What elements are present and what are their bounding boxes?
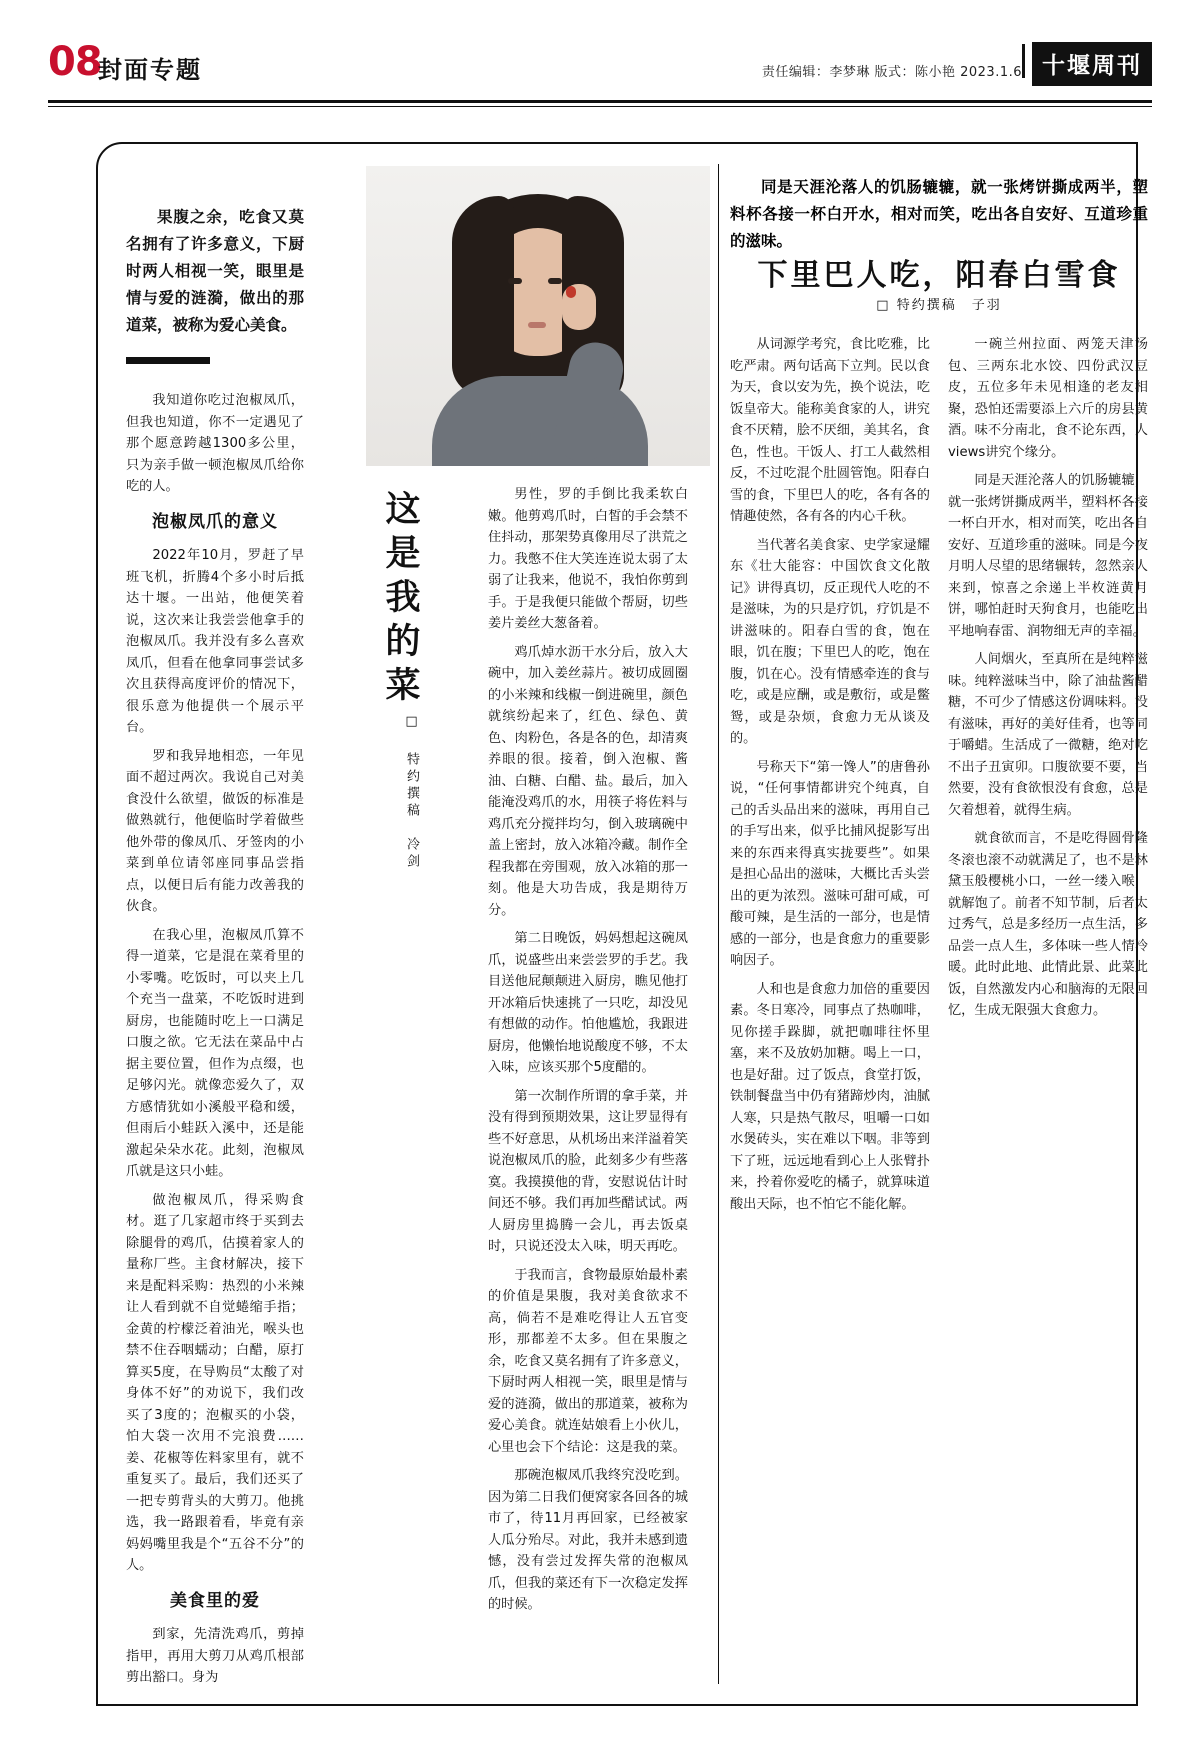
left-lead-text: 果腹之余，吃食又莫名拥有了许多意义，下厨时两人相视一笑，眼里是情与爱的涟漪，做出的那道菜，被称为爱心美食。 [126,208,304,334]
brand-logo: 十堰周刊 [1032,42,1152,86]
masthead-right [762,36,1152,86]
column-divider [718,164,719,1684]
paragraph: 当代著名美食家、史学家逯耀东《壮大能容：中国饮食文化散记》讲得真切，反正现代人吃的不是滋味，为的只是疗饥，疗饥是不讲滋味的。阳春白雪的食，饱在眼，饥在腹；下里巴人的吃，饱在腹，饥在心。没有情感牵连的食与吃，或是应酬，或是敷衍，或是鳖鸳，或是杂烦，食愈力无从谈及的。 [730,537,930,746]
right-lead [730,174,1148,255]
paragraph: 同是天涯沦落人的饥肠辘辘，就一张烤饼撕成两半，塑料杯各接一杯白开水，相对而笑，吃出各自安好、互道珍重的滋味。同是今夜月明人尽望的思绪辗转，忽然亲人来到，惊喜之余递上半枚涟黄月饼，哪怕赶时天狗食月，也能吃出平地响春雷、润物细无声的幸福。 [948,473,1148,639]
right-body-d [730,334,930,1215]
right-article-title: 下里巴人吃，阳春白雪食 [757,258,1121,293]
right-lead-text: 同是天涯沦落人的饥肠辘辘，就一张烤饼撕成两半，塑料杯各接一杯白开水，相对而笑，吃出各自安好、互道珍重的滋味。 [730,178,1148,250]
right-body-e [948,334,1148,1022]
paragraph: 那碗泡椒凤爪我终究没吃到。因为第二日我们便窝家各回各的城市了，待11月再回家，已经被家人瓜分殆尽。对此，我并未感到遗憾，没有尝过发挥失常的泡椒凤爪，但我的菜还有下一次稳定发挥的时候。 [488,1468,688,1612]
header-rule [48,100,1152,103]
left-body-a [126,390,304,1689]
paragraph: 2022年10月，罗赶了早班飞机，折腾4个多小时后抵达十堰。一出站，他便笑着说，这次来让我尝尝他拿手的泡椒凤爪。我并没有多么喜欢凤爪，但看在他拿同事尝试多次且获得高度评价的情况下，很乐意为他提供一个展示平台。 [126,548,304,735]
subheading-2: 美食里的爱 [170,1590,260,1611]
paragraph: 人间烟火，至真所在是纯粹滋味。纯粹滋味当中，除了油盐酱醋糖，不可少了情感这份调味料。没有滋味，再好的美好佳肴，也等同于嚼蜡。生活成了一微糖，绝对吃不出子丑寅卯。口腹欲要不要，当然要，没有食欲恨没有食愈，总是欠着想着，就得生病。 [948,652,1148,818]
header-rule-thin [48,106,1152,107]
left-lead [126,204,304,339]
left-column-a [126,204,304,1696]
masthead [48,36,1152,100]
paragraph: 男性，罗的手倒比我柔软白嫩。他剪鸡爪时，白皙的手会禁不住抖动，那架势真像用尽了洪荒之力。我憋不住大笑连连说太弱了太弱了让我来，他说不，我怕你剪到手。于是我便只能做个帮厨，切些姜片姜丝大葱备着。 [488,487,688,631]
paragraph: 人和也是食愈力加倍的重要因素。冬日寒冷，同事点了热咖啡，见你搓手跺脚，就把咖啡往怀里塞，来不及放奶加糖。喝上一口，也是好甜。过了饭点，食堂打饭，铁制餐盘当中仍有猪蹄炒肉，油腻人寒，只是热气散尽，咀嚼一口如水煲砖头，实在难以下咽。非等到下了班，远远地看到心上人张臂扑来，拎着你爱吃的橘子，就算味道酸出天际，也不怕它不能化解。 [730,981,930,1212]
left-body-c [488,484,688,1616]
paragraph: 号称天下“第一馋人”的唐鲁孙说，“任何事情都讲究个纯真，自己的舌头品出来的滋味，再用自己的手写出来，似乎比捕风捉影写出来的东西来得真实拢要些”。如果是担心品出的滋味，大概比舌头尝出的更为浓烈。滋味可甜可咸，可酸可辣，是生活的一部分，也是情感的一部分，也是食愈力的重要影响因子。 [730,759,930,968]
paragraph: 做泡椒凤爪，得采购食材。逛了几家超市终于买到去除腿骨的鸡爪，估摸着家人的量称厂些。主食材解决，接下来是配料采购：热烈的小米辣让人看到就不自觉蜷缩手指；金黄的柠檬泛着油光，喉头也禁不住吞咽蠕动；白醋，原打算买5度，在导购员“太酸了对身体不好”的劝说下，我们改买了3度的；泡椒买的小袋，怕大袋一次用不完浪费……姜、花椒等佐料家里有，就不重复买了。最后，我们还买了一把专剪背头的大剪刀。他挑选，我一路跟着看，毕竟有亲妈妈嘴里我是个“五谷不分”的人。 [126,1192,304,1573]
page-number: 08 [48,39,102,85]
paragraph: 到家，先清洗鸡爪，剪掉指甲，再用大剪刀从鸡爪根部剪出豁口。身为 [126,1627,304,1685]
paragraph: 一碗兰州拉面、两笼天津汤包、三两东北水饺、四份武汉豆皮，五位多年未见相逢的老友相聚，恐怕还需要添上六斤的房县黄酒。味不分南北，食不论东西，人views讲究个缘分。 [948,337,1148,460]
paragraph: 第二日晚饭，妈妈想起这碗凤爪，说盛些出来尝尝罗的手艺。我目送他屁颠颠进入厨房，瞧见他打开冰箱后快速挑了一只吃，却没见有想做的动作。怕他尴尬，我跟进厨房，他懒怡地说酸度不够，不太入味，应该买那个5度醋的。 [488,931,688,1075]
right-column-d [730,334,930,1222]
paragraph: 从词源学考究，食比吃雅，比吃严肃。两句话高下立判。民以食为天，食以安为先，换个说法，吃饭皇帝大。能称美食家的人，讲究食不厌精，脍不厌细，美其名，食色，性也。干饭人、打工人截然相反，不过吃混个肚圆管饱。阳春白雪的食，下里巴人的吃，各有各的情趣使然，各有各的内心千秋。 [730,337,930,524]
paragraph: 就食欲而言，不是吃得圆骨隆冬滚也滚不动就满足了，也不是林黛玉般樱桃小口，一丝一缕入喉，就解饱了。前者不知节制，后者太过秀气，总是多经历一点生活，多品尝一点人生，多体味一些人情冷暖。此时此地、此情此景、此菜此饭，自然激发内心和脑海的无限回忆，生成无限强大食愈力。 [948,831,1148,1018]
paragraph: 罗和我异地相恋，一年见面不超过两次。我说自己对美食没什么欲望，做饭的标准是做熟就行，他便临时学着做些他外带的像凤爪、牙签肉的小菜到单位请邻座同事品尝指点，以便日后有能力改善我的伙食。 [126,748,304,914]
paragraph: 鸡爪焯水沥干水分后，放入大碗中，加入姜丝蒜片。被切成圆圈的小米辣和线椒一倒进碗里，颜色就缤纷起来了，红色、绿色、黄色、肉粉色，各是各的色，却清爽养眼的很。接着，倒入泡椒、酱油、白糖、白醋、盐。最后，加入能淹没鸡爪的水，用筷子将佐料与鸡爪充分搅拌均匀，倒入玻璃碗中盖上密封，放入冰箱冷藏。制作全程我都在旁围观，放入冰箱的那一刻。他是大功告成，我是期待万分。 [488,644,688,918]
paragraph: 于我而言，食物最原始最朴素的价值是果腹，我对美食欲求不高，倘若不是难吃得让人五官变形，那都差不太多。但在果腹之余，吃食又莫名拥有了许多意义，下厨时两人相视一笑，眼里是情与爱的涟漪，做出的那道菜，被称为爱心美食。就连姑娘看上小伙儿，心里也会下个结论：这是我的菜。 [488,1267,688,1455]
left-article-title: 这是我的菜 [380,490,420,710]
paragraph: 第一次制作所谓的拿手菜，并没有得到预期效果，这让罗显得有些不好意思，从机场出来洋溢着笑说泡椒凤爪的脸，此刻多少有些落寞。我摸摸他的背，安慰说估计时间还不够。我们再加些醋试试。两人厨房里捣腾一会儿，再去饭桌时，只说还没太入味，明天再吃。 [488,1088,688,1254]
paragraph: 在我心里，泡椒凤爪算不得一道菜，它是混在菜肴里的小零嘴。吃饭时，可以夹上几个充当一盘菜，不吃饭时进到厨房，也能随时吃上一口满足口腹之欲。它无法在菜品中占据主要位置，但作为点缀，也足够闪光。就像恋爱久了，双方感情犹如小溪般平稳和缓，但雨后小蛙跃入溪中，还是能激起朵朵水花。此刻，泡椒凤爪就是这只小蛙。 [126,927,304,1179]
credits-line: 责任编辑：李梦琳 版式：陈小艳 2023.1.6 [761,65,1022,80]
portrait-photo [366,166,710,466]
right-article-byline: □ 特约撰稿 子羽 [876,298,1002,313]
paragraph: 我知道你吃过泡椒凤爪，但我也知道，你不一定遇见了那个愿意跨越1300多公里，只为亲手做一顿泡椒凤爪给你吃的人。 [126,393,304,494]
section-title: 封面专题 [98,56,202,84]
right-column-e [948,334,1148,1029]
left-article-byline: □ 特约撰稿 冷剑 [404,714,419,871]
page-sheet [18,14,1182,1744]
left-column-c [488,484,688,1623]
lead-divider [126,357,210,364]
subheading-1: 泡椒凤爪的意义 [152,511,278,532]
